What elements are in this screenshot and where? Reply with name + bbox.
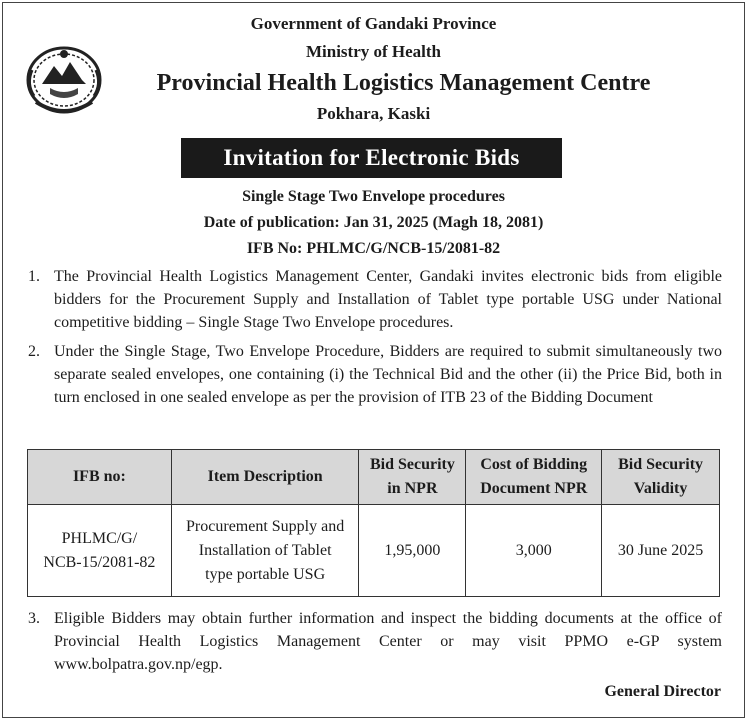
paragraph-text: Eligible Bidders may obtain further information and inspect the bidding documents at the office of Provincial Health Logistics Management Center or may visit PPMO e-GP system www.bolpatra.gov.np/egp. <box>54 610 722 673</box>
cell-ifb-no <box>28 505 172 597</box>
header-line: Bid Security <box>618 456 704 473</box>
office-location: Pokhara, Kaski <box>316 104 431 123</box>
table-header-row <box>28 450 720 505</box>
table-row <box>28 505 720 597</box>
header-cost-of-bidding <box>466 450 602 505</box>
header-bid-security-validity <box>602 450 720 505</box>
paragraph-3 <box>28 607 722 676</box>
cell-validity: 30 June 2025 <box>602 505 720 597</box>
cell-line: Installation of Tablet <box>198 541 332 559</box>
notice-title-banner: Invitation for Electronic Bids <box>181 138 562 178</box>
header-item-description: Item Description <box>171 450 359 505</box>
government-name: Government of Gandaki Province <box>250 14 497 33</box>
ifb-number: IFB No: PHLMC/G/NCB-15/2081-82 <box>246 240 501 257</box>
publication-date: Date of publication: Jan 31, 2025 (Magh 18, 2081) <box>203 214 544 231</box>
cell-bid-security: 1,95,000 <box>359 505 466 597</box>
cell-item-description <box>171 505 359 597</box>
paragraph-text: Under the Single Stage, Two Envelope Procedure, Bidders are required to submit simultaneously two separate sealed envelopes, one containing (i) the Technical Bid and the other (ii) the Price Bid, both in turn enclosed in one sealed envelope as per the provision of ITB 23 of the Bidding Document <box>54 343 722 406</box>
paragraph-1 <box>28 265 722 334</box>
header-line: Bid Security <box>369 456 455 473</box>
paragraph-text: The Provincial Health Logistics Management Center, Gandaki invites electronic bids from eligible bidders for the Procurement Supply and Installation of Tablet type portable USG under National competitive bidding – Single Stage Two Envelope procedures. <box>54 268 722 331</box>
cell-line: type portable USG <box>205 565 326 583</box>
header-line: Document NPR <box>480 480 588 497</box>
header-line: Cost of Bidding <box>480 456 588 473</box>
header-ifb-no: IFB no: <box>28 450 172 505</box>
paragraph-2 <box>28 340 722 409</box>
bid-details-table <box>27 449 720 597</box>
cell-line: NCB-15/2081-82 <box>43 553 156 571</box>
paragraph-number: 3. <box>28 610 40 627</box>
cell-cost: 3,000 <box>466 505 602 597</box>
header-line: in NPR <box>387 480 438 497</box>
signature-title: General Director <box>604 683 721 700</box>
cell-line: Procurement Supply and <box>186 517 345 535</box>
header-bid-security <box>359 450 466 505</box>
header-line: Validity <box>633 480 688 497</box>
paragraph-number: 1. <box>28 268 40 285</box>
cell-line: PHLMC/G/ <box>61 529 138 547</box>
procedure-type: Single Stage Two Envelope procedures <box>242 188 505 205</box>
paragraph-number: 2. <box>28 343 40 360</box>
ministry-name: Ministry of Health <box>305 42 442 61</box>
office-name: Provincial Health Logistics Management Centre <box>156 70 651 96</box>
